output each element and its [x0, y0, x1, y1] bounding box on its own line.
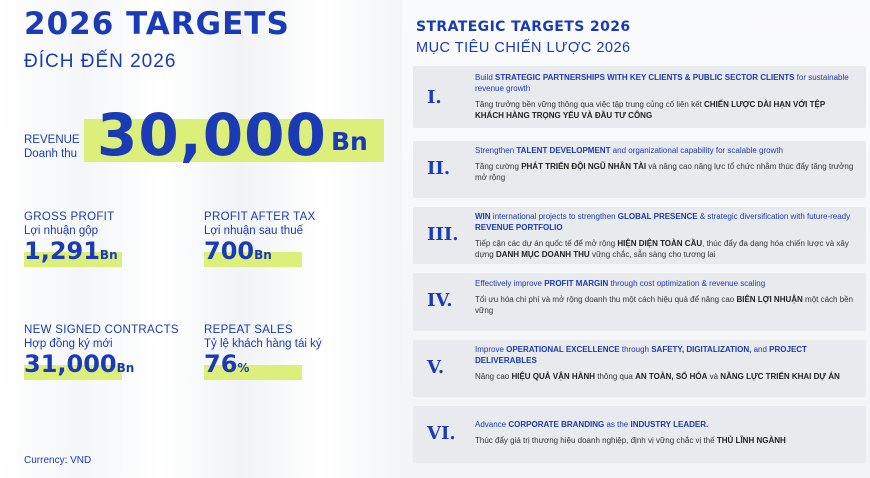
repeat-sales-label-en: REPEAT SALES — [204, 324, 293, 336]
strategy-text-vn: Thúc đẩy giá trị thương hiệu doanh nghiệp, định vị vững chắc vị thế THỦ LĨNH NGÀNH — [475, 436, 786, 445]
revenue-label — [24, 133, 80, 161]
repeat-sales-label-vn: Tỷ lệ khách hàng tái ký — [204, 338, 322, 350]
gross-profit-label-vn: Lợi nhuận gộp — [24, 225, 99, 237]
strategy-row — [413, 340, 866, 397]
strategy-row — [413, 406, 866, 463]
new-contracts-unit: Bn — [116, 361, 135, 375]
revenue-label-en: REVENUE — [24, 134, 80, 146]
repeat-sales-metric — [204, 323, 322, 378]
strategy-row — [413, 66, 866, 128]
strategic-subtitle: MỤC TIÊU CHIẾN LƯỢC 2026 — [416, 40, 631, 56]
strategy-text-en: Improve OPERATIONAL EXCELLENCE through SAFETY, DIGITALIZATION, and PROJECT DELIVERABLES — [475, 345, 807, 365]
strategy-text-en: Advance CORPORATE BRANDING as the INDUSTRY LEADER. — [475, 420, 709, 429]
strategy-numeral: V. — [427, 357, 445, 378]
strategy-numeral: VI. — [427, 423, 456, 444]
strategy-numeral: III. — [427, 224, 459, 245]
gross-profit-unit: Bn — [99, 248, 118, 262]
profit-after-tax-metric — [204, 210, 316, 265]
new-contracts-value: 31,000Bn — [24, 350, 135, 378]
strategy-row — [413, 207, 866, 264]
strategy-text-en: WIN international projects to strengthen GLOBAL PRESENCE & strategic diversification with future-ready REVENUE PORTFOLIO — [475, 212, 851, 232]
strategy-text-vn: Nâng cao HIỆU QUẢ VẬN HÀNH thông qua AN TOÀN, SỐ HÓA và NĂNG LỰC TRIỂN KHAI DỰ ÁN — [475, 372, 840, 381]
strategy-text-vn: Tăng cường PHÁT TRIỂN ĐỘI NGŨ NHÂN TÀI và nâng cao năng lực tổ chức nhằm thúc đẩy tăng trưởng mở rộng — [475, 162, 854, 182]
gross-profit-metric — [24, 210, 118, 265]
strategy-text-vn: Tối ưu hóa chi phí và mở rộng doanh thu một cách hiệu quả để nâng cao BIÊN LỢI NHUẬN một cách bền vững — [475, 295, 854, 315]
profit-after-tax-unit: Bn — [254, 248, 272, 262]
profit-after-tax-value: 700Bn — [204, 237, 272, 265]
new-contracts-label-vn: Hợp đồng ký mới — [24, 338, 113, 350]
strategy-text-vn: Tăng trưởng bền vững thông qua việc tập trung củng cố liên kết CHIẾN LƯỢC DÀI HẠN VỚI TỆP KHÁCH HÀNG TRỌNG YẾU VÀ ĐẦU TƯ CÔNG — [475, 100, 826, 120]
gross-profit-label-en: GROSS PROFIT — [24, 211, 115, 223]
page-title: 2026 TARGETS — [24, 6, 290, 42]
strategy-text-en: Build STRATEGIC PARTNERSHIPS WITH KEY CLIENTS & PUBLIC SECTOR CLIENTS for sustainable revenue growth — [475, 73, 849, 93]
strategy-text-en: Effectively improve PROFIT MARGIN through cost optimization & revenue scaling — [475, 279, 766, 288]
revenue-unit: Bn — [331, 127, 368, 156]
profit-after-tax-label-en: PROFIT AFTER TAX — [204, 211, 316, 223]
strategy-numeral: IV. — [427, 290, 453, 311]
strategy-numeral: I. — [427, 87, 442, 108]
strategic-title: STRATEGIC TARGETS 2026 — [416, 19, 631, 35]
profit-after-tax-label-vn: Lợi nhuận sau thuế — [204, 225, 303, 237]
new-contracts-metric — [24, 323, 179, 378]
strategy-row — [413, 273, 866, 331]
new-contracts-label-en: NEW SIGNED CONTRACTS — [24, 324, 179, 336]
strategy-numeral: II. — [427, 158, 451, 179]
revenue-label-vn: Doanh thu — [24, 148, 78, 160]
strategy-text-en: Strengthen TALENT DEVELOPMENT and organizational capability for scalable growth — [475, 146, 783, 155]
gross-profit-value: 1,291Bn — [24, 237, 118, 265]
repeat-sales-unit: % — [237, 361, 250, 375]
strategy-row — [413, 141, 866, 198]
strategy-text-vn: Tiếp cận các dự án quốc tế để mở rộng HIỆN DIỆN TOÀN CẦU, thúc đẩy đa dạng hóa chiến lược và xây dựng DANH MỤC DOANH THU vững chắc, sẵn sàng cho tương lai — [475, 239, 849, 259]
revenue-value: 30,000 — [97, 101, 327, 169]
page-subtitle: ĐÍCH ĐẾN 2026 — [24, 51, 177, 72]
currency-note: Currency: VND — [24, 455, 92, 466]
repeat-sales-value: 76% — [204, 350, 250, 378]
